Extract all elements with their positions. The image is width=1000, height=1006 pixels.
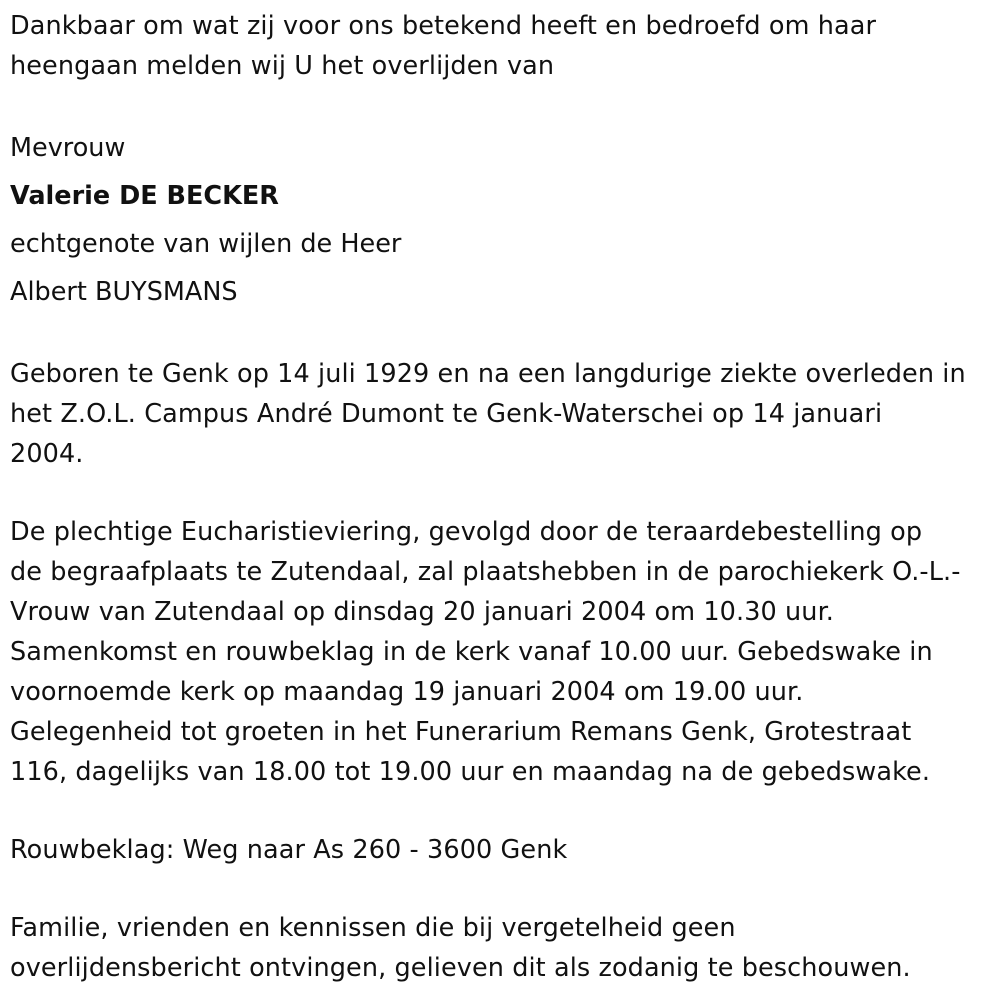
ceremony-paragraph [10,512,995,792]
spouse-name: Albert BUYSMANS [10,277,238,307]
closing-paragraph [10,908,995,988]
deceased-name: Valerie DE BECKER [10,181,279,211]
intro-line-1: Dankbaar om wat zij voor ons betekend heeft en bedroefd om haar [10,11,877,41]
ceremony-line-3: Vrouw van Zutendaal op dinsdag 20 januari 2004 om 10.30 uur. [10,597,835,627]
ceremony-line-4: Samenkomst en rouwbeklag in de kerk vanaf 10.00 uur. Gebedswake in [10,637,933,667]
ceremony-line-5: voornoemde kerk op maandag 19 januari 2004 om 19.00 uur. [10,677,804,707]
condolence-paragraph [10,830,995,870]
intro-line-2: heengaan melden wij U het overlijden van [10,51,555,81]
ceremony-line-7: 116, dagelijks van 18.00 tot 19.00 uur en maandag na de gebedswake. [10,757,931,787]
birth-death-line-3: 2004. [10,439,84,469]
birth-death-line-2: het Z.O.L. Campus André Dumont te Genk-Waterschei op 14 januari [10,399,883,429]
ceremony-line-2: de begraafplaats te Zutendaal, zal plaatshebben in de parochiekerk O.-L.- [10,557,961,587]
obituary-document [10,6,995,988]
closing-line-1: Familie, vrienden en kennissen die bij vergetelheid geen [10,913,736,943]
ceremony-line-1: De plechtige Eucharistieviering, gevolgd door de teraardebestelling op [10,517,923,547]
relation-text: echtgenote van wijlen de Heer [10,229,402,259]
ceremony-line-6: Gelegenheid tot groeten in het Funerarium Remans Genk, Grotestraat [10,717,912,747]
birth-death-line-1: Geboren te Genk op 14 juli 1929 en na een langdurige ziekte overleden in [10,359,966,389]
salutation: Mevrouw [10,133,126,163]
closing-line-2: overlijdensbericht ontvingen, gelieven dit als zodanig te beschouwen. [10,953,911,983]
deceased-block [10,124,995,316]
birth-death-paragraph [10,354,995,474]
intro-paragraph [10,6,995,86]
condolence-address: Rouwbeklag: Weg naar As 260 - 3600 Genk [10,835,568,865]
